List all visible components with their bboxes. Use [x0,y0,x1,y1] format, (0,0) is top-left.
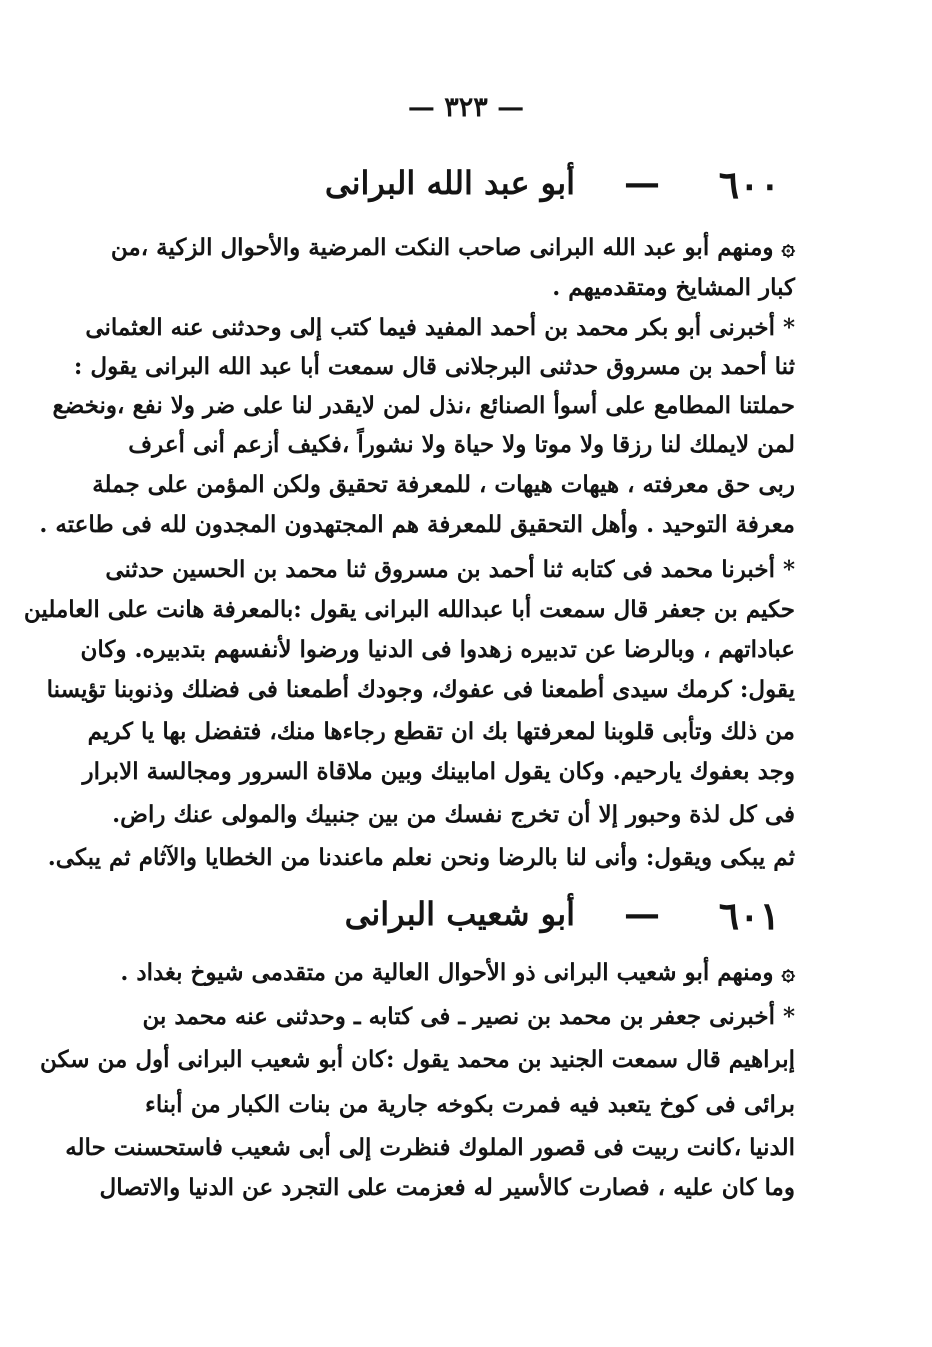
section-title: أبو عبد الله البرانى [324,164,575,202]
heading-dash: — [624,893,660,935]
heading-dash: — [624,162,660,204]
text-line: وما كان عليه ، فصارت كالأسير له فعزمت على التجرد عن الدنيا والاتصال [99,1174,795,1201]
text-line: ۞ ومنهم أبو عبد الله البرانى صاحب النكت المرضية والأحوال الزكية ،من [110,234,795,261]
text-line: حكيم بن جعفر قال سمعت أبا عبدالله البرانى يقول :بالمعرفة هانت على العاملين [23,596,795,623]
section-title: أبو شعيب البرانى [344,895,575,933]
text-line: معرفة التوحيد . وأهل التحقيق للمعرفة هم المجتهدون المجدون لله فى طاعته . [39,511,795,538]
text-line: لمن لايملك لنا رزقا ولا موتا ولا حياة ولا نشوراً ،فكيف أزعم أنى أعرف [128,431,795,458]
section-number: ٦٠١ [718,893,780,938]
section-heading-601 [150,893,790,943]
text-line: من ذلك وتأبى قلوبنا لمعرفتها بك ان تقطع رجاءها منك، فتفضل بها يا كريم [87,718,795,745]
text-line: عباداتهم ، وبالرضا عن تدبيره زهدوا فى الدنيا ورضوا لأنفسهم بتدبيره. وكان [80,636,795,663]
text-line: * أخبرنى جعفر بن محمد بن نصير ـ فى كتابه ـ وحدثنى عنه محمد بن [142,1003,795,1030]
text-line: حملتنا المطامع على أسوأ الصنائع ،نذل لمن لايقدر لنا على ضر ولا نفع ،ونخضع [52,392,795,419]
text-line: برائى فى كوخ يتعبد فيه فمرت بكوخه جارية من بنات الكبار من أبناء [145,1091,795,1118]
text-line: ثنا أحمد بن مسروق حدثنى البرجلانى قال سمعت أبا عبد الله البرانى يقول : [73,353,795,380]
text-line: فى كل لذة وحبور إلا أن تخرج نفسك من بين جنبيك والمولى عنك راض. [112,801,795,828]
text-line: كبار المشايخ ومتقدميهم . [552,274,795,301]
text-line: ثم يبكى ويقول: وأنى لنا بالرضا ونحن نعلم ماعندنا من الخطايا والآثام ثم يبكى. [47,844,795,871]
section-heading-600 [150,162,790,212]
text-line: وجد بعفوك يارحيم. وكان يقول امابينك وبين ملاقاة السرور ومجالسة الابرار [82,758,795,785]
page-number: — ٣٢٣ — [407,92,525,123]
text-line: * أخبرنى أبو بكر محمد بن أحمد المفيد فيما كتب إلى وحدثنى عنه العثمانى [85,314,795,341]
text-line: يقول: كرمك سيدى أطمعنا فى عفوك، وجودك أطمعنا فى فضلك وذنوبنا تؤيسنا [46,676,795,703]
text-line: * أخبرنا محمد فى كتابه ثنا أحمد بن مسروق ثنا محمد بن الحسين حدثنى [105,556,795,583]
text-line: ۞ ومنهم أبو شعيب البرانى ذو الأحوال العالية من متقدمى شيوخ بغداد . [120,959,795,986]
text-line: ربى حق معرفته ، هيهات هيهات ، للمعرفة تحقيق ولكن المؤمن على جملة [92,471,795,498]
text-line: إبراهيم قال سمعت الجنيد بن محمد يقول :كان أبو شعيب البرانى أول من سكن [40,1046,795,1073]
section-number: ٦٠٠ [718,162,780,207]
text-line: الدنيا ،كانت ربيت فى قصور الملوك فنظرت إلى أبى شعيب فاستحسنت حاله [65,1134,795,1161]
